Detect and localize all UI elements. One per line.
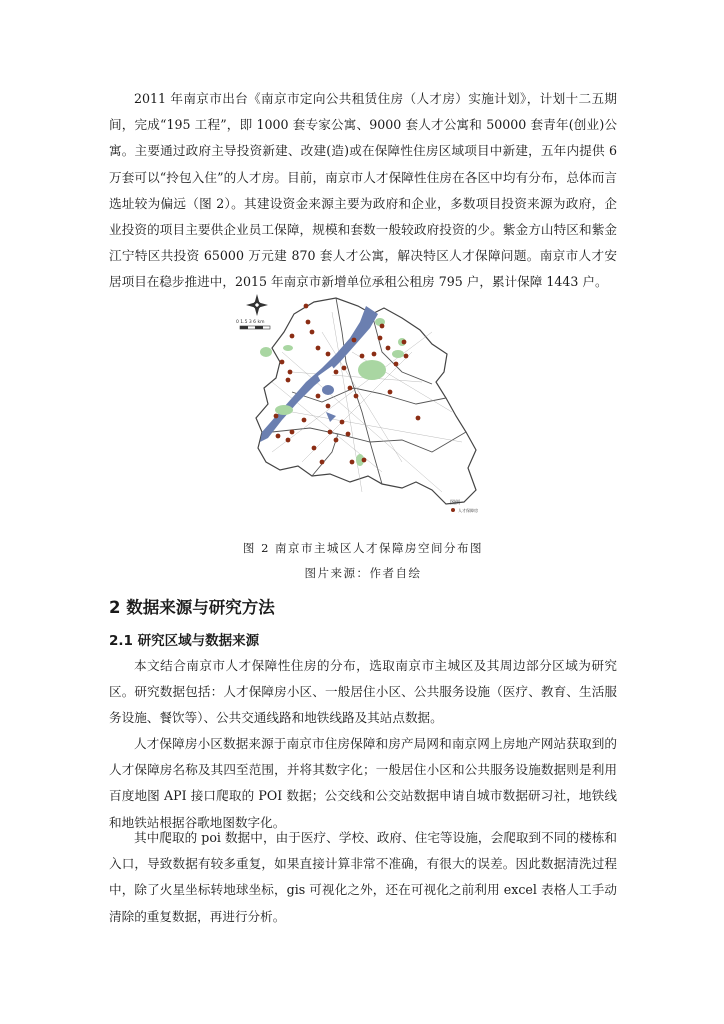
north-arrow-icon <box>246 294 268 316</box>
nanjing-map <box>232 292 502 524</box>
figure-source: 图片来源：作者自绘 <box>304 566 422 580</box>
subsection-heading: 2.1 研究区域与数据来源 <box>109 633 260 649</box>
body-paragraph-3: 其中爬取的 poi 数据中，由于医疗、学校、政府、住宅等设施，会爬取到不同的楼栋和入口，导致数据有较多重复，如果直接计算非常不准确，有很大的误差。因此数据清洗过程中，除了火星坐标转地球坐标，gis 可视化之外，还在可视化之前利用 excel 表格人工手动清除的重复数据，再进行分析。 <box>109 830 617 924</box>
body-paragraph-1: 本文结合南京市人才保障性住房的分布，选取南京市主城区及其周边部分区域为研究区。研究数据包括：人才保障房小区、一般居住小区、公共服务设施（医疗、教育、生活服务设施、餐饮等）、公共交通线路和地铁线路及其站点数据。 <box>109 658 617 726</box>
body-paragraph-2: 人才保障房小区数据来源于南京市住房保障和房产局网和南京网上房地产网站获取到的人才保障房名称及其四至范围，并将其数字化；一般居住小区和公共服务设施数据则是利用百度地图 API 接口爬取的 POI 数据；公交线和公交站数据申请自城市数据研习社，地铁线和地铁站根据谷歌地图数字化。 <box>109 736 617 830</box>
scale-label: 0 1.5 3 6 km <box>236 320 265 325</box>
legend-point-icon <box>451 508 455 512</box>
lake <box>322 385 334 395</box>
figure-caption: 图 2 南京市主城区人才保障房空间分布图 <box>242 541 484 555</box>
intro-paragraph: 2011 年南京市出台《南京市定向公共租赁住房（人才房）实施计划》，计划十二五期间，完成“195 工程”，即 1000 套专家公寓、9000 套人才公寓和 50000 套青年(创业)公寓。主要通过政府主导投资新建、改建(造)或在保障性住房区域项目中新建，五年内提供 6 万套可以“拎包入住”的人才房。目前，南京市人才保障性住房在各区中均有分布，总体而言选址较为偏远（图 2）。其建设资金来源主要为政府和企业，多数项目投资来源为政府，企业投资的项目主要供企业员工保障，规模和套数一般较政府投资的少。紫金方山特区和紫金江宁特区共投资 65000 万元建 870 套人才公寓，解决特区人才保障问题。南京市人才安居项目在稳步推进中，2015 年南京市新增单位承租公租房 795 户，累计保障 1443 户。 <box>109 91 617 290</box>
legend-title: 图例 <box>450 500 461 506</box>
map-figure <box>232 292 502 524</box>
section-heading: 2 数据来源与研究方法 <box>109 598 275 617</box>
legend-item: 人才保障房 <box>458 508 478 513</box>
scale-bar <box>236 319 270 329</box>
